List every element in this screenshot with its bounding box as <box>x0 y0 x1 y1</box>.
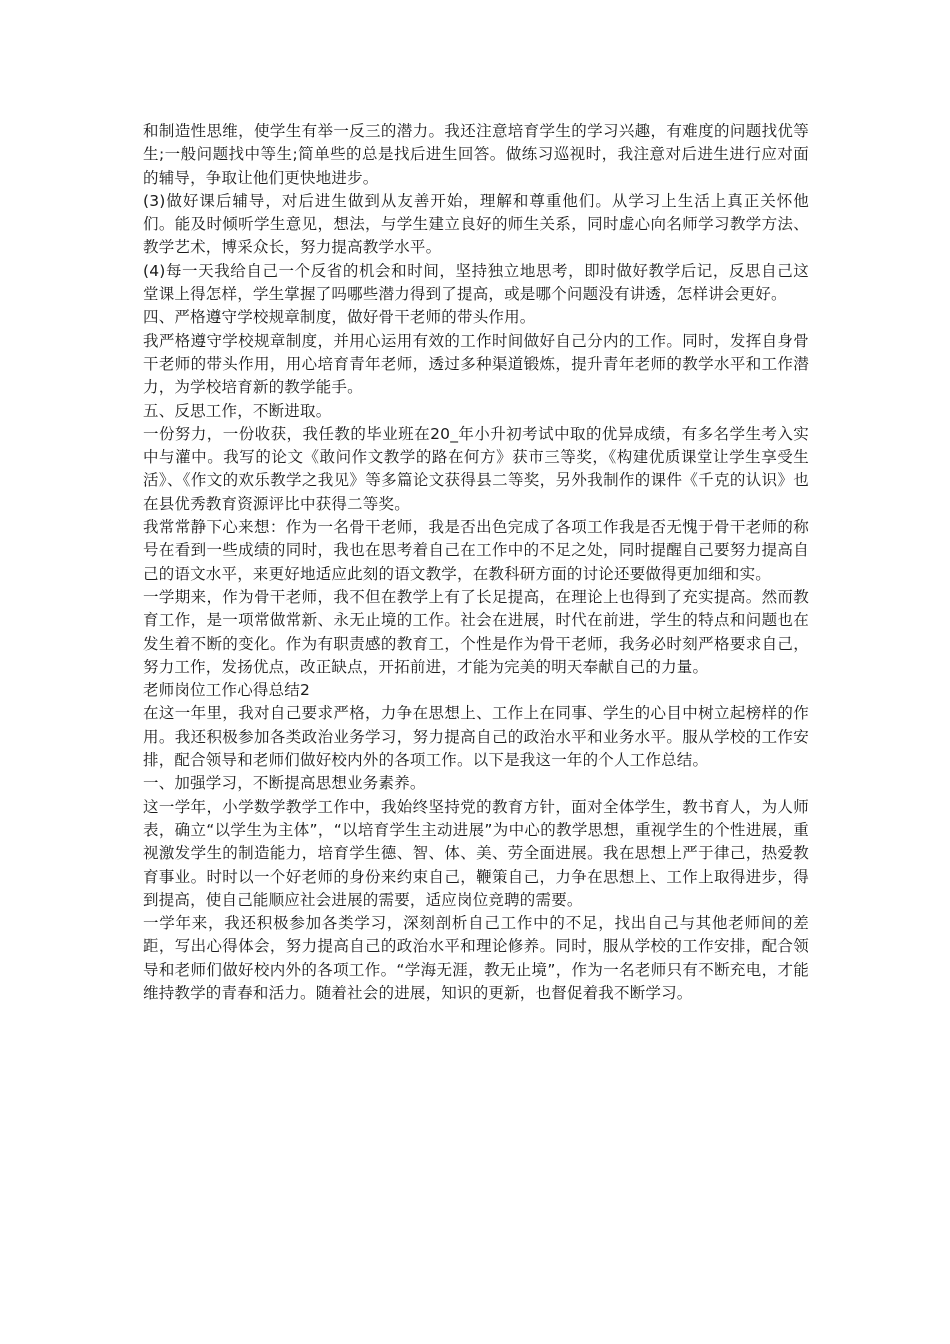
paragraph: 我常常静下心来想：作为一名骨干老师，我是否出色完成了各项工作我是否无愧于骨干老师的称号在看到一些成绩的同时，我也在思考着自己在工作中的不足之处，同时提醒自己要努力提高自己的语文水平，来更好地适应此刻的语文教学，在教科研方面的讨论还要做得更加细和实。 <box>143 518 809 583</box>
paragraph: (4)每一天我给自己一个反省的机会和时间，坚持独立地思考，即时做好教学后记，反思自己这堂课上得怎样，学生掌握了吗哪些潜力得到了提高，或是哪个问题没有讲透，怎样讲会更好。 <box>143 261 809 304</box>
document-body <box>143 120 809 1005</box>
paragraph: 一学年来，我还积极参加各类学习，深刻剖析自己工作中的不足，找出自己与其他老师间的差距，写出心得体会，努力提高自己的政治水平和理论修养。同时，服从学校的工作安排，配合领导和老师们做好校内外的各项工作。“学海无涯，教无止境”，作为一名老师只有不断充电，才能维持教学的青春和活力。随着社会的进展，知识的更新，也督促着我不断学习。 <box>143 914 809 1002</box>
section-heading: 四、严格遵守学校规章制度，做好骨干老师的带头作用。 <box>143 308 536 327</box>
paragraph: 一学期来，作为骨干老师，我不但在教学上有了长足提高，在理论上也得到了充实提高。然而教育工作，是一项常做常新、永无止境的工作。社会在进展，时代在前进，学生的特点和问题也在发生着不断的变化。作为有职责感的教育工，个性是作为骨干老师，我务必时刻严格要求自己，努力工作，发扬优点，改正缺点，开拓前进，才能为完美的明天奉献自己的力量。 <box>143 587 809 676</box>
paragraph: 我严格遵守学校规章制度，并用心运用有效的工作时间做好自己分内的工作。同时，发挥自身骨干老师的带头作用，用心培育青年老师，透过多种渠道锻炼，提升青年老师的教学水平和工作潜力，为学校培育新的教学能手。 <box>143 331 809 397</box>
paragraph: 在这一年里，我对自己要求严格，力争在思想上、工作上在同事、学生的心目中树立起榜样的作用。我还积极参加各类政治业务学习，努力提高自己的政治水平和业务水平。服从学校的工作安排，配合领导和老师们做好校内外的各项工作。以下是我这一年的个人工作总结。 <box>143 704 809 770</box>
section-heading: 一、加强学习，不断提高思想业务素养。 <box>143 774 426 793</box>
document-title: 老师岗位工作心得总结2 <box>143 681 311 700</box>
paragraph: 一份努力，一份收获，我任教的毕业班在20_年小升初考试中取的优异成绩，有多名学生考入实中与灌中。我写的论文《敢问作文教学的路在何方》获市三等奖，《构建优质课堂让学生享受生活》、《作文的欢乐教学之我见》等多篇论文获得县二等奖，另外我制作的课件《千克的认识》也在县优秀教育资源评比中获得二等奖。 <box>143 424 809 513</box>
paragraph: 这一学年，小学数学教学工作中，我始终坚持党的教育方针，面对全体学生，教书育人，为人师表，确立“以学生为主体”，“以培育学生主动进展”为中心的教学思想，重视学生的个性进展，重视激发学生的制造能力，培育学生德、智、体、美、劳全面进展。我在思想上严于律己，热爱教育事业。时时以一个好老师的身份来约束自己，鞭策自己，力争在思想上、工作上取得进步，得到提高，使自己能顺应社会进展的需要，适应岗位竞聘的需要。 <box>143 797 809 909</box>
paragraph: (3)做好课后辅导，对后进生做到从友善开始，理解和尊重他们。从学习上生活上真正关怀他们。能及时倾听学生意见，想法，与学生建立良好的师生关系，同时虚心向名师学习教学方法、教学艺术，博采众长，努力提高教学水平。 <box>143 191 809 257</box>
paragraph: 和制造性思维，使学生有举一反三的潜力。我还注意培育学生的学习兴趣，有难度的问题找优等生;一般问题找中等生;简单些的总是找后进生回答。做练习巡视时，我注意对后进生进行应对面的辅导，争取让他们更快地进步。 <box>143 122 809 187</box>
section-heading: 五、反思工作，不断进取。 <box>143 401 332 420</box>
